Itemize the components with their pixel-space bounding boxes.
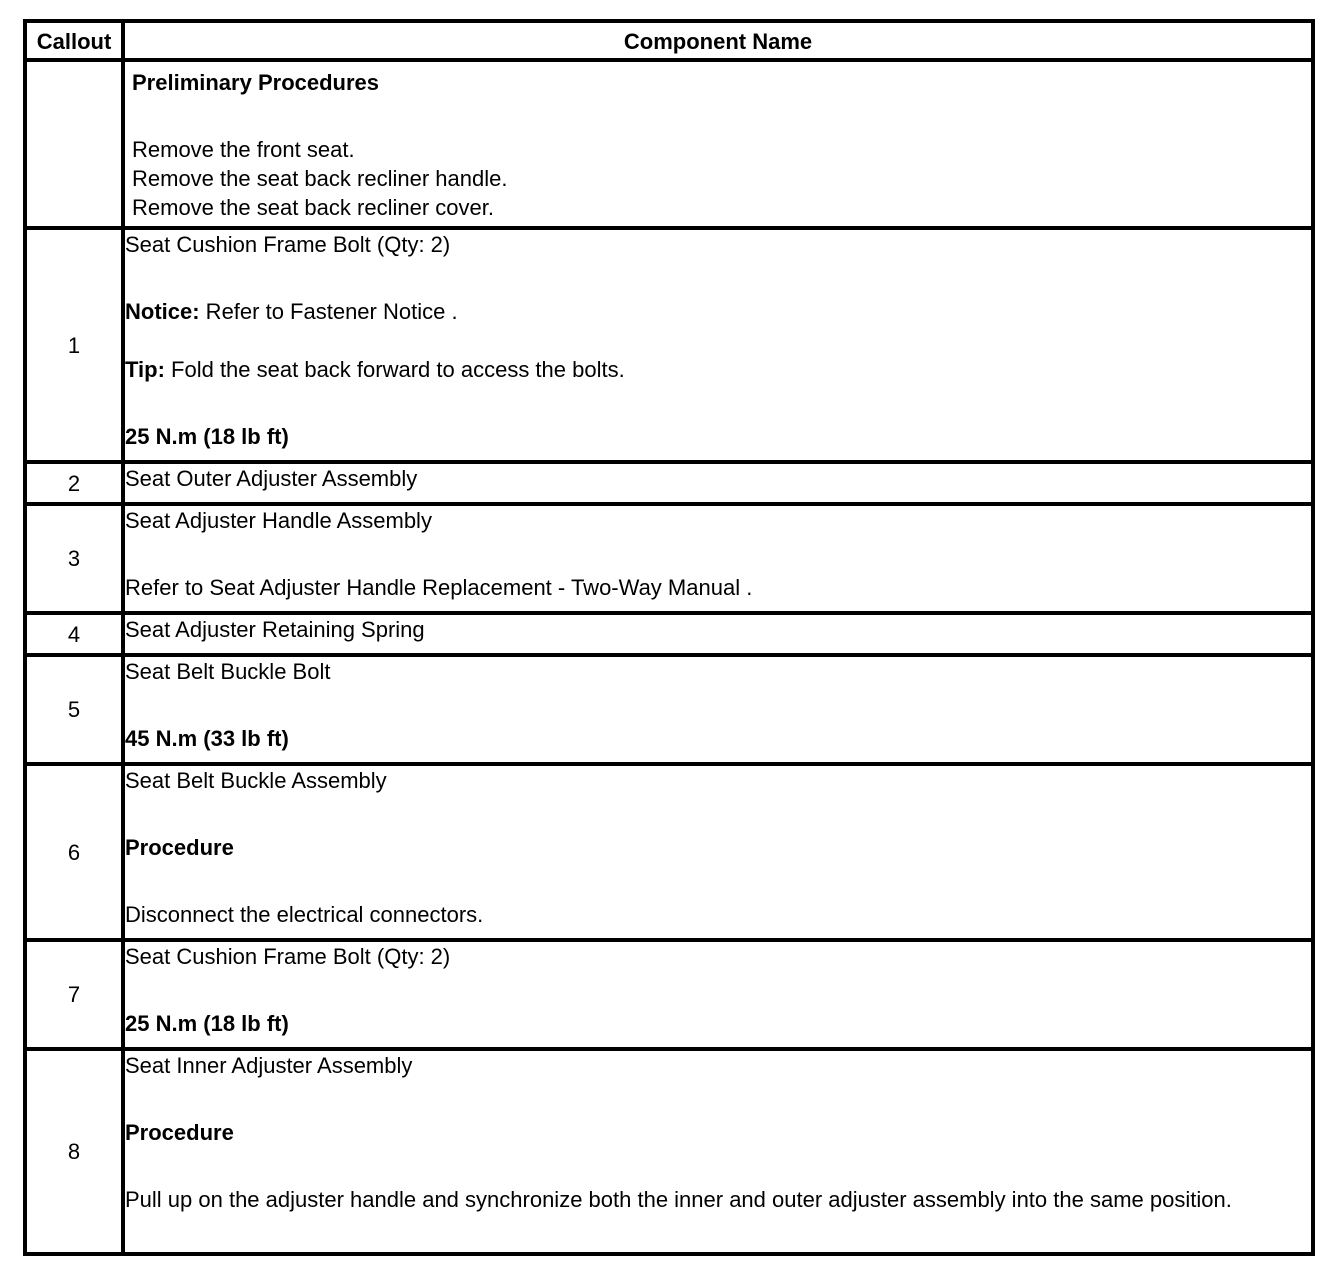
callout-number: 4 — [25, 613, 123, 655]
table-row — [25, 504, 1313, 613]
component-cell — [123, 613, 1313, 655]
component-name: Seat Cushion Frame Bolt (Qty: 2) — [125, 944, 451, 969]
notice-text: Refer to Fastener Notice . — [199, 299, 458, 324]
notice-label: Notice: — [125, 299, 200, 324]
component-table — [23, 19, 1315, 1256]
component-name: Seat Adjuster Retaining Spring — [125, 617, 425, 642]
tip-line — [125, 355, 1311, 384]
component-name: Seat Cushion Frame Bolt (Qty: 2) — [125, 232, 451, 257]
callout-number: 2 — [25, 462, 123, 504]
component-cell — [123, 462, 1313, 504]
procedure-label: Procedure — [125, 835, 234, 860]
component-cell — [123, 655, 1313, 764]
procedure-text: Pull up on the adjuster handle and synchronize both the inner and outer adjuster assembly into the same position. — [125, 1187, 1232, 1212]
table-row — [25, 462, 1313, 504]
component-cell — [123, 228, 1313, 462]
component-cell — [123, 1049, 1313, 1254]
callout-number: 8 — [25, 1049, 123, 1254]
component-cell — [123, 764, 1313, 940]
preliminary-step: Remove the front seat. — [132, 137, 355, 162]
component-name: Seat Belt Buckle Assembly — [125, 768, 387, 793]
table-header-row — [25, 21, 1313, 60]
component-name: Seat Outer Adjuster Assembly — [125, 466, 418, 491]
callout-number: 6 — [25, 764, 123, 940]
component-cell — [123, 504, 1313, 613]
tip-text: Fold the seat back forward to access the bolts. — [164, 357, 625, 382]
preliminary-title: Preliminary Procedures — [132, 70, 380, 95]
callout-column-header: Callout — [25, 21, 123, 60]
reference-text: Refer to Seat Adjuster Handle Replacement - Two-Way Manual . — [125, 575, 753, 600]
tip-label: Tip: — [125, 357, 165, 382]
callout-number: 5 — [25, 655, 123, 764]
notice-line — [125, 297, 1311, 326]
table-row — [25, 1049, 1313, 1254]
component-name: Seat Adjuster Handle Assembly — [125, 508, 432, 533]
callout-number: 7 — [25, 940, 123, 1049]
callout-number: 1 — [25, 228, 123, 462]
table-row — [25, 655, 1313, 764]
procedure-text: Disconnect the electrical connectors. — [125, 902, 484, 927]
preliminary-callout-cell — [25, 60, 123, 228]
preliminary-cell — [123, 60, 1313, 228]
torque-spec: 25 N.m (18 lb ft) — [125, 1011, 289, 1036]
preliminary-step: Remove the seat back recliner handle. — [132, 166, 508, 191]
component-name: Seat Belt Buckle Bolt — [125, 659, 331, 684]
component-name: Seat Inner Adjuster Assembly — [125, 1053, 413, 1078]
table-row — [25, 764, 1313, 940]
callout-number: 3 — [25, 504, 123, 613]
preliminary-step: Remove the seat back recliner cover. — [132, 195, 494, 220]
component-name-column-header: Component Name — [123, 21, 1313, 60]
preliminary-row — [25, 60, 1313, 228]
table-row — [25, 228, 1313, 462]
procedure-label: Procedure — [125, 1120, 234, 1145]
table-row — [25, 940, 1313, 1049]
torque-spec: 25 N.m (18 lb ft) — [125, 424, 289, 449]
torque-spec: 45 N.m (33 lb ft) — [125, 726, 289, 751]
table-row — [25, 613, 1313, 655]
component-cell — [123, 940, 1313, 1049]
